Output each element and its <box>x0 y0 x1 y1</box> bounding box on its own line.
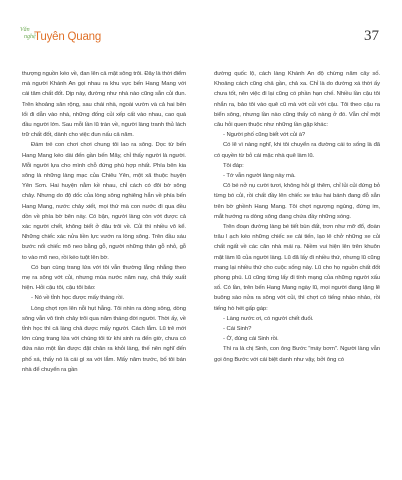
paragraph: thượng nguồn kéo về, đan lên cả mặt sông trôi. Đây là thời điểm mà người Khánh An gọi nhau ra khu vực bến Hang Mang với cái tâm chất đốt. Dịp này, đường như nhà nào cũng sẵn củi đun. Trên khoảng sân rộng, sau chái nhà, ngoài vườn và cả hai bên lối đi dẫn vào nhà, những đống củi xếp cất vào nhau, cao quá đầu người lớn. Sau mỗi lần lũ tràn về, người làng tranh thủ lách trữ chất đốt, dành cho việc đun nấu cả năm. <box>22 71 186 139</box>
page-number: 37 <box>364 28 379 44</box>
paragraph: - Tớ vẫn người làng này mà. <box>223 173 296 180</box>
paragraph: Cô bé nở nụ cười tươi, không hỏi gì thêm, chỉ lủi củi đứng bỏ từng bó củi, rồi chất đầy lên chiếc xe trâu hai bánh đang đỗ sẵn trên bờ ghềnh Hang Mang. Tôi chợt ngượng ngùng, đứng im, mắt hướng ra dòng sông đang chứa đầy những sóng. <box>214 183 380 220</box>
page-header <box>0 0 402 56</box>
paragraph: - Cái Sinh? <box>223 326 252 333</box>
paragraph: - Làng nước ơi, có người chết đuối. <box>223 315 314 322</box>
paragraph: Có lẽ vì nàng nghĩ, khi tôi chuyển ra đường cái to sống là đã có quyền từ bỏ cái mặc nhà quê làm lũ. <box>214 142 380 159</box>
paragraph: Có bạn cùng trang lứa với tôi vẫn thường lẵng nhẵng theo mẹ ra sông vớt củi, nhưng mùa nước năm nay, chả thấy xuất hiện. Hỏi cậu tôi, cậu tôi bảo: <box>22 264 186 292</box>
logo-prefix-line1: Văn <box>20 27 30 33</box>
right-text-column <box>214 69 380 365</box>
logo-prefix-line2: nghệ <box>24 34 36 40</box>
paragraph: đường quốc lộ, cách làng Khánh An độ chừng năm cây số. Khoảng cách cũng chả gần, chả xa. Chỉ là do đường xá thời ấy chưa tốt, nên việc đi lại cũng có phần hạn chế. Nhiều lần cậu tôi nhắn ra, bảo tôi vào quê cũ mà vớt củi với cậu. Tôi theo cậu ra biển sông, nhưng lần nào cũng thấy cô nàng ở đó. Vẫn chỉ một câu hỏi quen thuộc như những lần gặp khác: <box>214 71 380 129</box>
paragraph: Trên đoạn đường làng bé tiết bùn đất, trơn như mỡ đổ, đoàn trâu l ạch kéo những chiếc xe cải tiến, lạo lê chở những xe củi chất ngất về các căn nhà mái rạ. Niềm vui hiện lên trên khuôn mặt làm lũ của người làng. Lũ đã lấy đi nhiều thứ, nhưng lũ cũng mang lại nhiều thứ cho cuộc sống này. Lũ cho họ nguồn chất đốt phong phú. Lũ cũng từng lấy đi tính mạng của những người xấu số. Có lần, trên bến Hang Mang ngày lũ, mọi người đang lặng lẽ buông sào nửa ra sông vớt củi, thì chợt có tiếng nhào nhảo, rồi tiếng hò hét gấp gáp: <box>214 224 380 312</box>
paragraph: - Ờ, đúng cái Sinh rồi. <box>223 336 279 343</box>
logo-title: Tuyên Quang <box>34 31 102 43</box>
paragraph: Đám trẻ con chơi chơi chung tôi lao ra sông. Dọc từ bến Hang Mang kéo dài đến gần bến Mây, chỉ thấy người là người. Mỗi người lựa cho mình chỗ đứng phù hợp nhất. Phía bên kia sông là những làng mạc của Chiêu Yên, một xã thuộc huyện Yên Sơn. Hai huyện nằm kề nhau, chỉ cách có đôi bờ sông chảy. Nhưng do độ dốc của lòng sông nghiêng hẳn về phía bến Hang Mang, nước chảy xiết, mọi thứ mà con nước đi qua đều dồn về phía bờ bên này. Có bận, người làng còn vớt được cả xác người chết, không biết ở đâu trôi về. Củi thì nhiều vô kể. Những chiếc xác nửa liền lực vướn ra lòng sông. Trên đầu sáu bước nối chiếc mõ neo bằng gỗ, người những thân gỗ nhỏ, gỗ to vào mõ neo, rồi kéo tuột lên bờ. <box>22 142 186 261</box>
left-text-column <box>22 69 186 375</box>
paragraph: - Nó về tỉnh học được mấy tháng rồi. <box>31 295 125 302</box>
paragraph: Tôi đáp: <box>223 162 244 169</box>
paragraph: Lòng chợt rợn lên nỗi hụt hẫng. Tôi nhìn ra dòng sông, dòng sông vẫn vô tình chảy trôi qua năm tháng đời người. Thời ấy, về tỉnh học thì cả làng chả được mấy người. Cách lắm. Lũ trẻ mới lớn cùng trang lứa với chúng tôi từ khi sinh ra đến giờ, chưa có đứa nào một lần được đặt chân ra khỏi làng, thế nên nghĩ đến phố xá, thấy nó là cái gì xa với lắm. Mấy năm trước, bố tôi bán nhà để chuyển ra gần <box>22 305 186 373</box>
paragraph: Thì ra là chị Sinh, con ông Bước "máy bơm". Người làng vẫn gọi ông Bước với cái biệt danh như vậy, bởi ông có <box>214 346 380 363</box>
paragraph: - Người phố cũng biết vớt củi à? <box>223 132 306 139</box>
